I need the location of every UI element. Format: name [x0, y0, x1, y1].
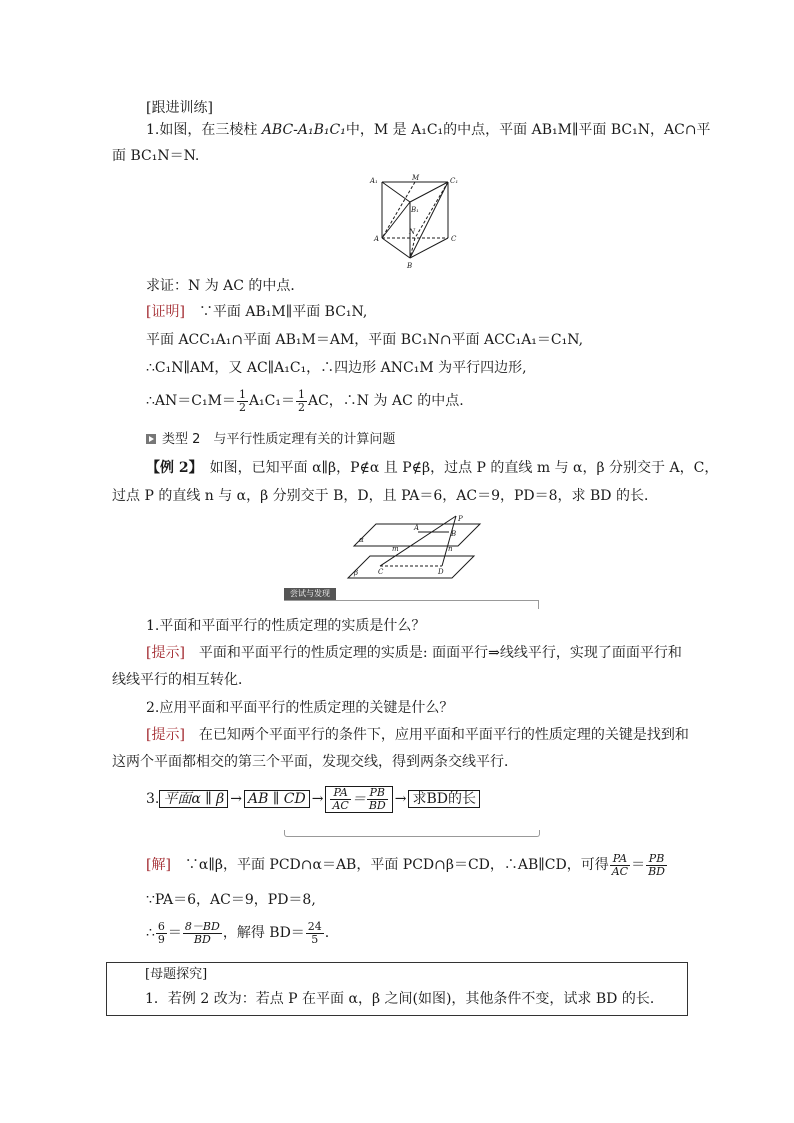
segment-b1-a [382, 202, 410, 238]
hint-tag-2: [提示] [146, 727, 185, 743]
explore-answer-2-line-2: 这两个平面都相交的第三个平面，发现交线，得到两条交线平行． [112, 754, 518, 770]
plane-beta [348, 556, 474, 578]
question-1-line-1: 1.如图，在三棱柱 ABC-A₁B₁C₁中，M 是 A₁C₁的中点，平面 AB₁M∥平面 BC₁N，AC∩平 [146, 122, 711, 138]
flow-step-find-bd: 求BD的长 [408, 790, 480, 808]
proof-line-4: ∴AN＝C₁M＝ $\frac{1}{2}$ A₁C₁＝ $\frac{1}{2}$ AC，∴N 为 AC 的中点. [146, 387, 464, 414]
flow-arrow-1: → [230, 791, 243, 807]
label-a1: A₁ [370, 177, 378, 185]
example-2-line-2: 过点 P 的直线 n 与 α，β 分别交于 B，D，且 PA＝6，AC＝9，PD＝8，求 BD 的长． [112, 488, 658, 504]
label-m-line: m [392, 545, 399, 553]
fraction-6-9: $\frac{6}{9}$ [157, 919, 165, 946]
example-tag: 【例 2】 [146, 460, 196, 476]
label-alpha: α [359, 536, 364, 544]
segment-n-b [410, 238, 415, 258]
explore-close-bracket [284, 830, 540, 837]
mother-problem-line-1: 1．若例 2 改为：若点 P 在平面 α，β 之间(如图)，其他条件不变，试求 BD 的长． [145, 991, 664, 1007]
solution-tag: [解] [146, 857, 171, 873]
label-a: A [374, 235, 380, 243]
solution-line-2: ∵PA＝6，AC＝9，PD＝8, [146, 892, 316, 908]
flow-arrow-2: → [311, 791, 324, 807]
edge-a1-b1 [382, 182, 410, 202]
mother-problem-box [106, 962, 688, 1016]
hint-tag-1: [提示] [146, 645, 185, 661]
label-b1: B₁ [411, 206, 419, 214]
segment-c1-b [410, 182, 448, 258]
edge-a-b [382, 238, 410, 258]
label-point-b: B [451, 530, 457, 538]
play-marker-icon [146, 434, 156, 444]
label-point-d: D [438, 568, 444, 576]
explore-answer-2-line-1: [提示] 在已知两个平面平行的条件下，应用平面和平面平行的性质定理的关键是找到和 [146, 727, 689, 743]
fraction-8-minus-bd: $\frac{8-BD}{BD}$ [184, 919, 220, 946]
flow-step-lines: AB ∥ CD [244, 790, 310, 808]
proof-line-3: ∴C₁N∥AM，又 AC∥A₁C₁，∴四边形 ANC₁M 为平行四边形, [146, 360, 527, 376]
fraction-pa-ac: $\frac{PA}{AC}$ [611, 851, 629, 878]
proof-line-2: 平面 ACC₁A₁∩平面 AB₁M＝AM，平面 BC₁N∩平面 ACC₁A₁＝C₁N, [146, 332, 584, 348]
follow-up-heading: [跟进训练] [146, 100, 213, 116]
explore-banner [284, 588, 540, 608]
type-2-title: 类型 2 与平行性质定理有关的计算问题 [146, 430, 395, 450]
label-b: B [407, 262, 413, 270]
label-point-a: A [414, 524, 420, 532]
flow-step-ratio: $\frac{PA}{AC}$ ＝ $\frac{PB}{BD}$ [325, 786, 392, 813]
flow-arrow-3: → [394, 791, 407, 807]
label-point-c: C [378, 568, 384, 576]
flow-step-planes: 平面α ∥ β [159, 790, 228, 808]
label-c: C [451, 235, 457, 243]
explore-banner-rule [284, 600, 539, 609]
solution-line-1: [解] ∵α∥β，平面 PCD∩α＝AB，平面 PCD∩β＝CD，∴AB∥CD，可得 $\frac{PA}{AC}$ ＝ $\frac{PB}{BD}$ [146, 851, 665, 878]
parallel-planes-figure [346, 514, 486, 580]
prove-statement: 求证：N 为 AC 的中点． [146, 278, 305, 294]
proof-line-1: [证明] ∵平面 AB₁M∥平面 BC₁N, [146, 304, 368, 320]
question-1-line-2: 面 BC₁N＝N. [112, 148, 200, 164]
prism-figure [368, 172, 460, 272]
explore-banner-label: 尝试与发现 [284, 588, 336, 600]
fraction-half-1: $\frac{1}{2}$ [238, 387, 246, 414]
label-beta: β [354, 569, 359, 577]
explore-question-1: 1.平面和平面平行的性质定理的实质是什么？ [146, 618, 426, 634]
explore-flow: 3. 平面α ∥ β → AB ∥ CD → $\frac{PA}{AC}$ ＝ $\frac{PB}{BD}$ → 求BD的长 [146, 784, 480, 814]
label-c1: C₁ [450, 177, 459, 185]
label-n-line: n [448, 545, 453, 553]
fraction-half-2: $\frac{1}{2}$ [297, 387, 305, 414]
fraction-pb-bd: $\frac{PB}{BD}$ [648, 851, 665, 878]
example-2-line-1: 【例 2】 如图，已知平面 α∥β，P∉α 且 P∉β，过点 P 的直线 m 与 α，β 分别交于 A，C， [146, 460, 719, 476]
explore-question-2: 2.应用平面和平面平行的性质定理的关键是什么？ [146, 700, 454, 716]
solution-line-3: ∴ $\frac{6}{9}$ ＝ $\frac{8-BD}{BD}$ ，解得 BD＝ $\frac{24}{5}$ . [146, 919, 330, 946]
explore-answer-1-line-2: 线线平行的相互转化． [112, 672, 252, 688]
label-m: M [412, 174, 420, 182]
edge-c-b [410, 238, 448, 258]
label-n: N [409, 228, 416, 236]
proof-tag: [证明] [146, 304, 185, 320]
mother-problem-heading: [母题探究] [145, 967, 208, 982]
label-p: P [458, 515, 463, 523]
fraction-24-5: $\frac{24}{5}$ [307, 919, 322, 946]
explore-answer-1-line-1: [提示] 平面和平面平行的性质定理的实质是: 面面平行⇒线线平行，实现了面面平行和 [146, 645, 682, 661]
